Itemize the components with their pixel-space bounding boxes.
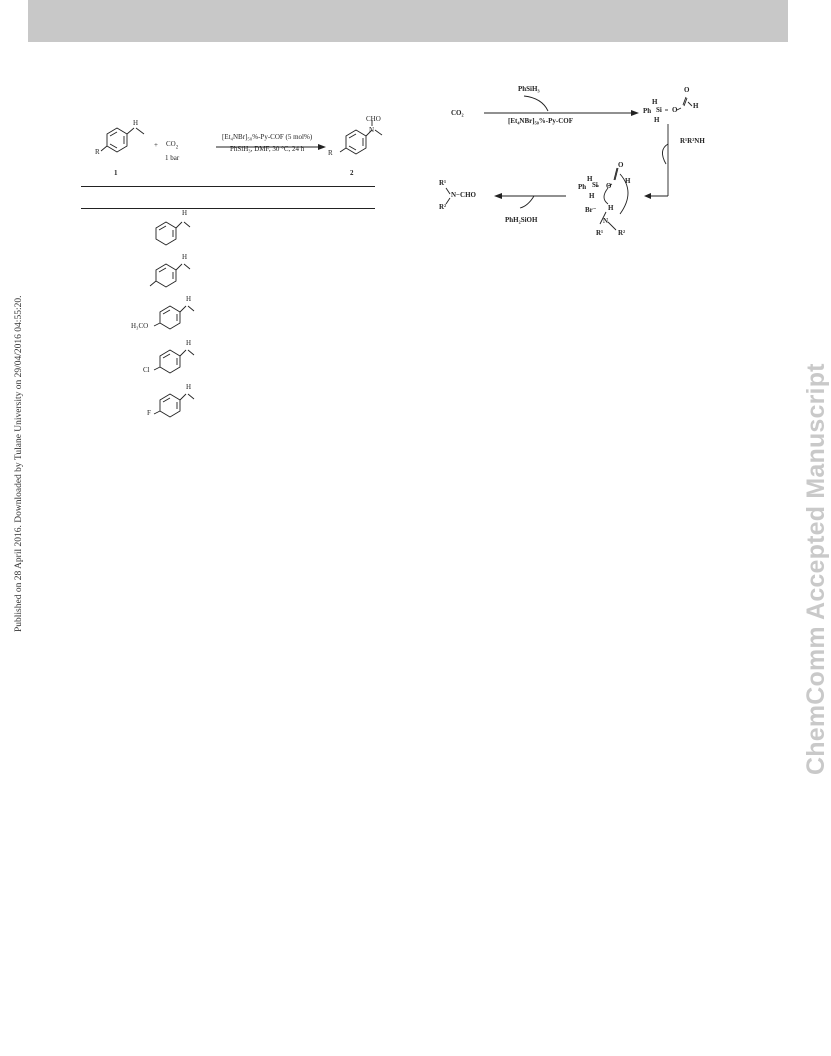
substrate-3-substituent: H₃CO (131, 322, 149, 330)
formamide-ncho: N−CHO (451, 191, 476, 199)
substrate-1-nh: H (182, 209, 188, 217)
product-structure (330, 115, 400, 168)
ts-carbonyl-o: O (618, 161, 624, 169)
int1-h-top: H (652, 98, 658, 106)
mech-arrow-1 (484, 94, 640, 118)
ts-h-formyl: H (625, 177, 631, 185)
accepted-manuscript-watermark: ChemComm Accepted Manuscript (802, 363, 830, 775)
ts-o: O (606, 182, 612, 190)
catalyst-condition: [Et₄NBr]₅₀%-Py-COF (5 mol%) (222, 133, 313, 141)
mech-silane: PhSiH₃ (518, 85, 540, 93)
transition-state-structure (574, 160, 664, 240)
substrate-5-substituent: F (147, 409, 151, 417)
product-number: 2 (350, 169, 354, 177)
int1-carbonyl-o: O (684, 86, 690, 94)
substrate-3-structure (150, 295, 206, 334)
substrate-2-structure (144, 253, 204, 292)
int1-o: O (672, 106, 678, 114)
ts-r1: R¹ (596, 229, 604, 237)
int1-h-formyl: H (693, 102, 699, 110)
formamide-r1: R¹ (439, 179, 447, 187)
substrate-5-structure (150, 383, 206, 422)
substrate-4-structure (150, 339, 206, 378)
mech-byproduct: PhH₂SiOH (505, 216, 538, 224)
table-top-rule (81, 186, 375, 187)
mech-co2: CO₂ (451, 109, 464, 117)
ts-n: N (603, 217, 609, 225)
table-mid-rule (81, 208, 375, 209)
mech-catalyst: [Et₄NBr]₅₀%-Py-COF (508, 117, 574, 125)
co2-label: $CO_2$ (166, 140, 179, 151)
int1-h-bottom: H (654, 116, 660, 124)
formamide-r2: R² (439, 203, 447, 211)
ts-si: Si (592, 181, 598, 189)
ts-br: Br⁻ (585, 206, 597, 214)
ts-ph: Ph (578, 183, 587, 191)
substrate-2-nh: H (182, 253, 188, 261)
substrate-3-nh: H (186, 295, 192, 303)
substrate-4-nh: H (186, 339, 192, 347)
plus-sign: + (154, 141, 158, 149)
header-bar (28, 0, 788, 42)
substrate-4-substituent: Cl (143, 366, 150, 374)
publication-note: Published on 28 April 2016. Downloaded by Tulane University on 29/04/2016 04:55:20. (14, 295, 24, 632)
product-cho-label: CHO (366, 115, 381, 123)
product-n-label: N (369, 126, 375, 134)
pressure-label: 1 bar (165, 154, 180, 162)
substrate-5-nh: H (186, 383, 192, 391)
mech-arrow-3 (494, 188, 568, 212)
mech-amine: R¹R²NH (680, 137, 705, 145)
intermediate-1-structure (640, 86, 700, 126)
ts-r2: R² (618, 229, 626, 237)
reactant-structure (90, 118, 160, 168)
product-r-label: R (328, 149, 333, 157)
ts-nh: H (608, 204, 614, 212)
substrate-1-structure (150, 209, 200, 246)
reagent-condition: PhSiH₃, DMF, 30 °C, 24 h (230, 145, 305, 153)
reactant-number: 1 (114, 169, 118, 177)
ts-h-bottom: H (589, 192, 595, 200)
ts-h-top: H (587, 175, 593, 183)
int1-si: Si (656, 106, 662, 114)
reactant-nh-label: H (133, 119, 139, 127)
reactant-r-label: R (95, 148, 100, 156)
int1-ph: Ph (643, 107, 652, 115)
